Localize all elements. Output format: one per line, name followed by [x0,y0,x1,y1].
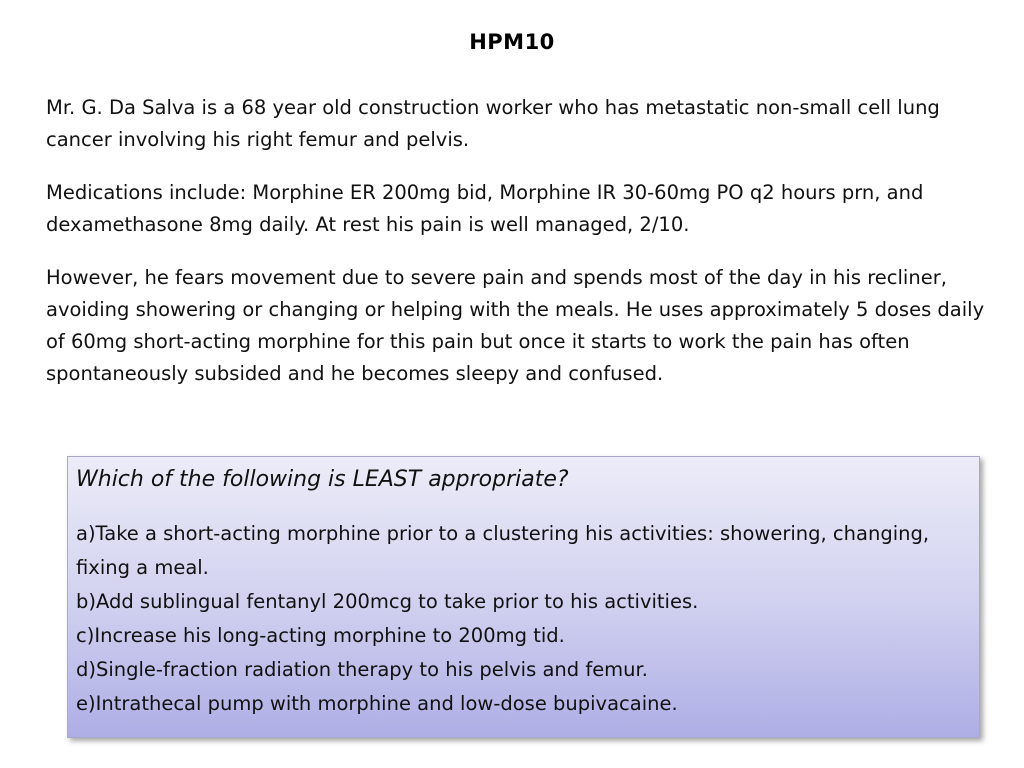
case-paragraph-medications: Medications include: Morphine ER 200mg bid, Morphine IR 30-60mg PO q2 hours prn, and dexamethasone 8mg daily. At rest his pain is well managed, 2/10. [46,181,924,236]
question-box [67,456,980,738]
case-paragraph-symptoms: However, he fears movement due to severe pain and spends most of the day in his recliner, avoiding showering or changing or helping with the meals. He uses approximately 5 doses daily of 60mg short-acting morphine for this pain but once it starts to work the pain has often spontaneously subsided and he becomes sleepy and confused. [46,266,985,385]
question-prompt: Which of the following is LEAST appropriate? [76,467,569,492]
option-b: b)Add sublingual fentanyl 200mcg to take prior to his activities. [76,590,699,613]
answer-options [76,517,971,721]
case-paragraph-history: Mr. G. Da Salva is a 68 year old construction worker who has metastatic non-small cell lung cancer involving his right femur and pelvis. [46,96,940,151]
case-description [46,92,996,411]
option-d: d)Single-fraction radiation therapy to his pelvis and femur. [76,658,648,681]
option-a: a)Take a short-acting morphine prior to a clustering his activities: showering, changing, fixing a meal. [76,522,930,579]
option-c: c)Increase his long-acting morphine to 200mg tid. [76,624,565,647]
slide-title: HPM10 [469,30,555,54]
option-e: e)Intrathecal pump with morphine and low-dose bupivacaine. [76,692,678,715]
